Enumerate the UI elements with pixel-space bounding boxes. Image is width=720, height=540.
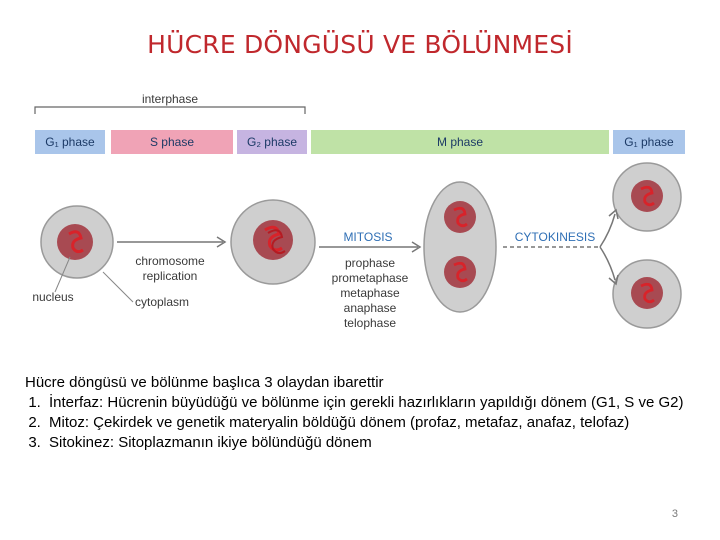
stage-telophase: telophase (343, 316, 397, 330)
caption (25, 373, 705, 453)
stage-prophase: prophase (344, 256, 396, 270)
phase-label-g2: G₂ phase (246, 135, 298, 149)
caption-list (25, 393, 705, 453)
page-number: 3 (671, 508, 678, 520)
phase-label-g1-start: G₁ phase (45, 135, 95, 149)
daughter-cell-bottom (613, 260, 681, 328)
daughter-cell-top (613, 163, 681, 231)
label-nucleus: nucleus (32, 290, 74, 304)
phase-label-g1-end: G₁ phase (624, 135, 674, 149)
caption-item-interphase: 1. İnterfaz: Hücrenin büyüdüğü ve bölünme için gerekli hazırlıkların yapıldığı dönem (G1, S ve G2) (45, 393, 705, 413)
label-cytokinesis: CYTOKINESIS (514, 230, 596, 244)
cell-dividing (424, 182, 496, 312)
phase-label-m: M phase (436, 135, 484, 149)
caption-item-cytokinesis: 3. Sitokinez: Sitoplazmanın ikiye bölündüğü dönem (45, 433, 705, 453)
cell-g1 (41, 206, 113, 278)
cell-cycle-diagram (25, 92, 695, 340)
cell-chromosome-replication (231, 200, 315, 284)
pointer-cytoplasm (103, 272, 133, 302)
phase-label-s: S phase (149, 135, 195, 149)
stage-metaphase: metaphase (340, 286, 400, 300)
slide-title: HÜCRE DÖNGÜSÜ VE BÖLÜNMESİ (147, 30, 573, 59)
caption-intro: Hücre döngüsü ve bölünme başlıca 3 olaydan ibarettir (25, 374, 384, 391)
stage-prometaphase: prometaphase (331, 271, 409, 285)
label-mitosis: MITOSIS (343, 230, 393, 244)
mitosis-stage-list (332, 256, 409, 330)
label-chromosome: chromosome (135, 254, 205, 268)
arrow-g1-to-s (117, 237, 225, 247)
label-cytoplasm: cytoplasm (135, 295, 190, 309)
stage-anaphase: anaphase (343, 301, 397, 315)
interphase-bracket (35, 107, 305, 114)
arrow-to-daughters (600, 210, 618, 284)
interphase-label: interphase (141, 92, 199, 106)
caption-item-mitosis: 2. Mitoz: Çekirdek ve genetik materyalin böldüğü dönem (profaz, metafaz, anafaz, telofaz) (45, 413, 705, 433)
label-replication: replication (142, 269, 198, 283)
